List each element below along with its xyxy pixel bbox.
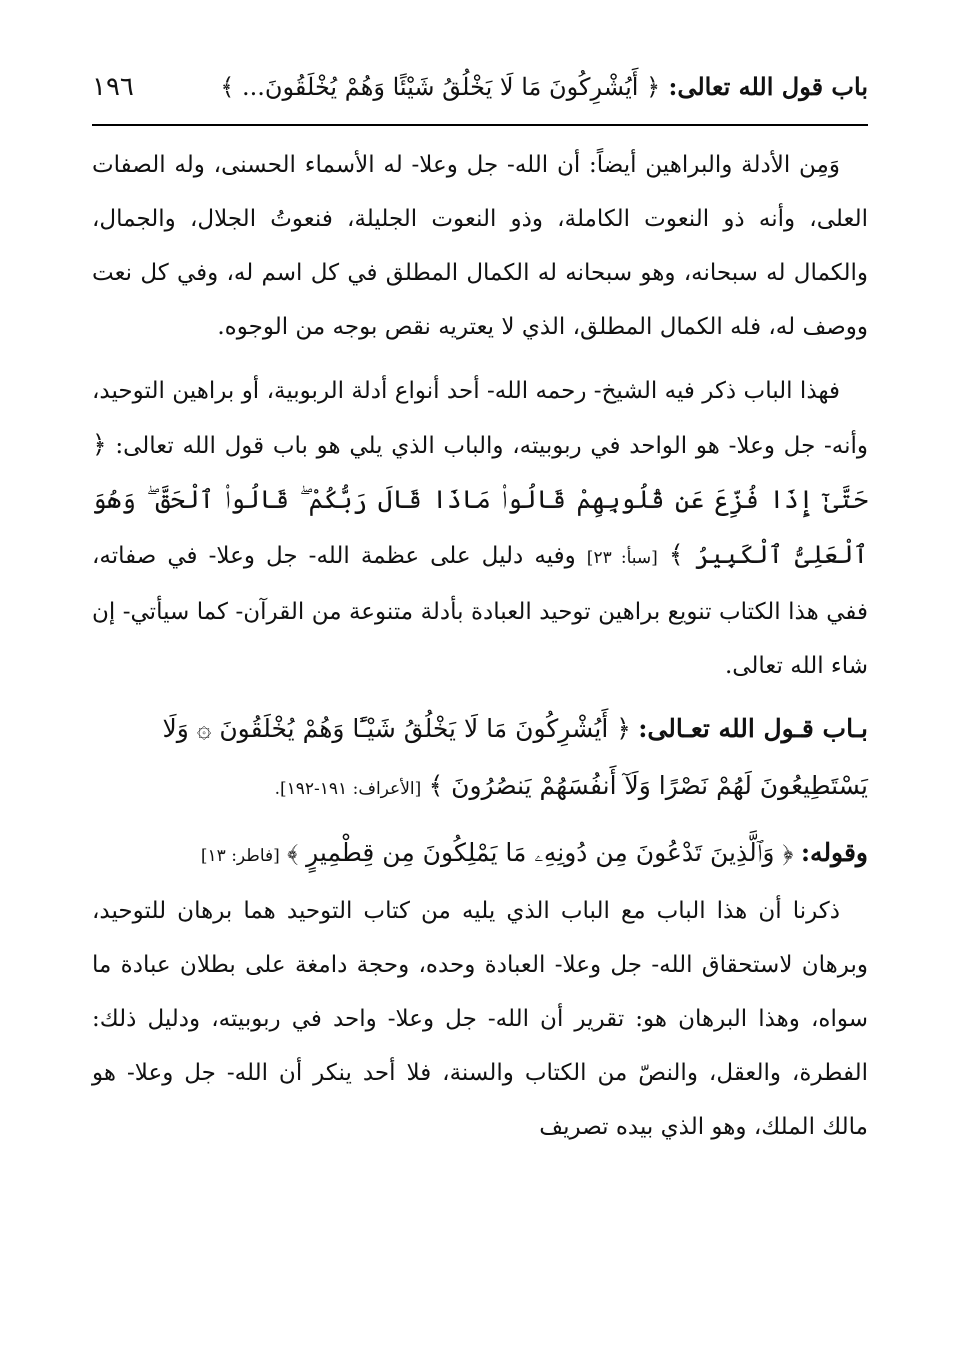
page-number: ١٩٦ (92, 72, 134, 102)
running-header (92, 72, 868, 122)
quran-verse-araf: ﴿ أَيُشْرِكُونَ مَا لَا يَخْلُقُ شَيْـًٔا وَهُمْ يُخْلَقُونَ ۞ وَلَا يَسْتَطِيعُونَ لَهُمْ نَصْرًا وَلَآ أَنفُسَهُمْ يَنصُرُونَ ﴾ (162, 714, 868, 800)
quran-verse-saba: ﴿ حَتَّىٰٓ إِذَا فُزِّعَ عَن قُلُوبِهِمْ قَالُوا۟ مَاذَا قَالَ رَبُّكُمْ ۖ قَالُوا۟ ٱلْحَقَّ ۖ وَهُوَ ٱلْعَلِىُّ ٱلْكَبِيرُ ﴾ (92, 430, 868, 569)
header-chapter-label: باب قول الله تعالى: (668, 72, 868, 101)
paragraph-chapter-intro (92, 364, 868, 693)
second-verse-line (92, 825, 868, 884)
chapter-heading (92, 701, 868, 817)
paragraph-intro-continuation: وفيه دليل على عظمة الله- جل وعلا- في صفاته، ففي هذا الكتاب تنويع براهين توحيد العبادة بأدلة متنوعة من القرآن- كما سيأتي- إن شاء الله تعالى. (92, 543, 868, 679)
paragraph-intro-text: فهذا الباب ذكر فيه الشيخ- رحمه الله- أحد أنواع أدلة الربوبية، أو براهين التوحيد، وأنه- جل وعلا- هو الواحد في ربوبيته، والباب الذي يلي هو باب قول الله تعالى: (92, 378, 868, 459)
header-rule (92, 124, 868, 126)
header-title (220, 72, 868, 101)
saying-label: وقوله: (800, 838, 868, 867)
chapter-heading-label: بـاب قـول الله تعـالى: (638, 714, 868, 743)
header-verse: ﴿ أَيُشْرِكُونَ مَا لَا يَخْلُقُ شَيْئًا وَهُمْ يُخْلَقُونَ... ﴾ (220, 73, 661, 101)
quran-verse-fatir: ﴿ وَٱلَّذِينَ تَدْعُونَ مِن دُونِهِۦ مَا يَمْلِكُونَ مِن قِطْمِيرٍ ﴾ (287, 838, 794, 867)
paragraph-attributes: وَمِن الأدلة والبراهين أيضاً: أن الله- جل وعلا- له الأسماء الحسنى، وله الصفات العلى، وأنه ذو النعوت الكاملة، وذو النعوت الجليلة، فنعوتُ الجلال، والجمال، والكمال له سبحانه، وهو سبحانه له الكمال المطلق في كل اسم له، وفي كل نعت ووصف له، فله الكمال المطلق، الذي لا يعتريه نقص بوجه من الوجوه. (92, 152, 868, 340)
book-page (92, 72, 868, 1154)
verse-reference-saba: [سبأ: ٢٣] (586, 548, 658, 568)
paragraph-explanation: ذكرنا أن هذا الباب مع الباب الذي يليه من كتاب التوحيد هما برهان للتوحيد، وبرهان لاستحقاق الله- جل وعلا- العبادة وحده، وحجة دامغة على بطلان عبادة ما سواه، وهذا البرهان هو: تقرير أن الله- جل وعلا- واحد في ربوبيته، ودليل ذلك: الفطرة، والعقل، والنصّ من الكتاب والسنة، فلا أحد ينكر أن الله- جل وعلا- هو مالك الملك، وهو الذي بيده تصريف (92, 898, 868, 1140)
verse-reference-araf: [الأعراف: ١٩١-١٩٢]. (274, 779, 422, 799)
verse-reference-fatir: [فاطر: ١٣] (200, 846, 280, 866)
